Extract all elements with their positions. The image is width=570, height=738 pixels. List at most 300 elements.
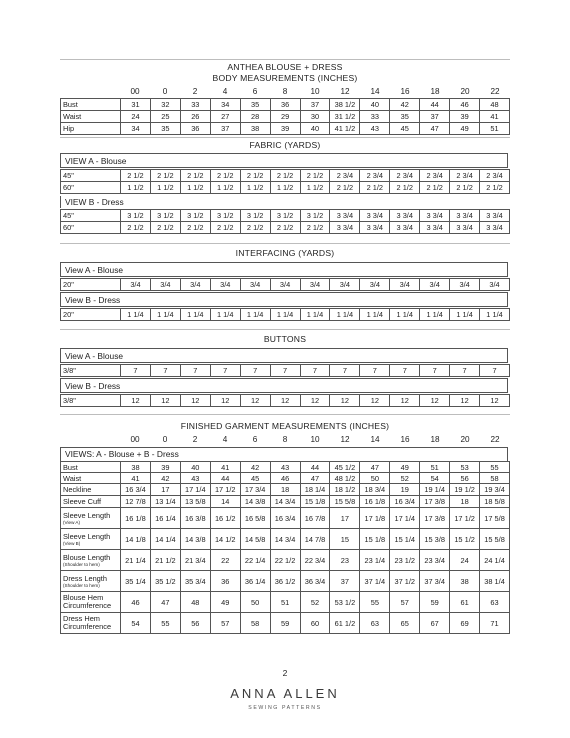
table-cell: 3 3/4 xyxy=(330,210,360,222)
table-cell: 45 1/2 xyxy=(330,462,360,473)
table-cell: 17 xyxy=(150,484,180,496)
table-cell: 33 xyxy=(180,99,210,111)
table-row xyxy=(61,99,510,111)
buttons-rule xyxy=(60,329,510,330)
table-cell: 16 1/2 xyxy=(210,508,240,529)
table-cell: 67 xyxy=(420,613,450,634)
table-cell: 37 xyxy=(330,571,360,592)
fabric-title: FABRIC (YARDS) xyxy=(249,140,321,150)
table-cell: 1 1/4 xyxy=(121,309,151,321)
table-cell: 39 xyxy=(450,111,480,123)
size-header-cell: 00 xyxy=(130,87,140,96)
interfacing-title: INTERFACING (YARDS) xyxy=(235,248,335,258)
table-cell: 3 3/4 xyxy=(360,222,390,234)
table-cell: 3/4 xyxy=(180,279,210,291)
size-header-cell: 0 xyxy=(162,87,168,96)
table-cell: 12 xyxy=(420,395,450,407)
table-cell: 3 3/4 xyxy=(360,210,390,222)
table-row xyxy=(61,182,510,194)
table-cell: 12 xyxy=(270,395,300,407)
table-cell: 15 1/8 xyxy=(360,529,390,550)
table-row xyxy=(61,279,510,291)
table-cell: 63 xyxy=(360,613,390,634)
table-cell: 1 1/2 xyxy=(180,182,210,194)
table-cell: 2 1/2 xyxy=(210,170,240,182)
table-cell: 7 xyxy=(240,365,270,377)
table-cell: 34 xyxy=(210,99,240,111)
brand-tagline: SEWING PATTERNS xyxy=(248,705,322,711)
table-cell: 3 3/4 xyxy=(450,210,480,222)
row-label xyxy=(61,529,121,550)
size-header-cell: 10 xyxy=(310,435,320,444)
table-cell: 2 1/2 xyxy=(270,170,300,182)
table-cell: 60 xyxy=(300,613,330,634)
table-row xyxy=(61,222,510,234)
table-cell: 17 xyxy=(330,508,360,529)
table-row xyxy=(61,111,510,123)
table-cell: 16 1/8 xyxy=(121,508,151,529)
finished-measurements-table xyxy=(60,461,510,634)
buttons-view-a-label: View A - Blouse xyxy=(60,348,508,363)
table-cell: 16 1/4 xyxy=(150,508,180,529)
table-cell: 37 xyxy=(300,99,330,111)
table-cell: 3/4 xyxy=(330,279,360,291)
pattern-title: ANTHEA BLOUSE + DRESS xyxy=(227,62,343,72)
size-header-cell: 0 xyxy=(162,435,168,444)
table-cell: 3/4 xyxy=(210,279,240,291)
table-row xyxy=(61,592,510,613)
table-cell: 17 1/8 xyxy=(360,508,390,529)
table-cell: 7 xyxy=(300,365,330,377)
table-cell: 14 5/8 xyxy=(240,529,270,550)
row-label-sub: (View B) xyxy=(63,540,81,546)
table-row xyxy=(61,508,510,529)
table-cell: 57 xyxy=(210,613,240,634)
table-cell: 61 xyxy=(450,592,480,613)
table-cell: 21 1/2 xyxy=(150,550,180,571)
table-cell: 2 3/4 xyxy=(360,170,390,182)
table-cell: 41 xyxy=(480,111,510,123)
table-cell: 1 1/4 xyxy=(330,309,360,321)
table-cell: 24 xyxy=(450,550,480,571)
row-label: 3/8" xyxy=(61,365,121,377)
row-label-main: Blouse Length xyxy=(63,552,111,562)
table-cell: 12 xyxy=(330,395,360,407)
table-cell: 22 3/4 xyxy=(300,550,330,571)
table-cell: 12 xyxy=(180,395,210,407)
table-cell: 39 xyxy=(150,462,180,473)
table-cell: 2 1/2 xyxy=(121,222,151,234)
interfacing-view-b-label: View B - Dress xyxy=(60,292,508,307)
table-cell: 3 3/4 xyxy=(480,222,510,234)
table-cell: 37 3/4 xyxy=(420,571,450,592)
table-row xyxy=(61,462,510,473)
table-cell: 31 1/2 xyxy=(330,111,360,123)
table-cell: 18 3/4 xyxy=(360,484,390,496)
table-cell: 1 1/4 xyxy=(390,309,420,321)
table-cell: 2 3/4 xyxy=(450,170,480,182)
table-cell: 3/4 xyxy=(150,279,180,291)
table-cell: 47 xyxy=(300,473,330,484)
table-cell: 12 xyxy=(360,395,390,407)
table-cell: 7 xyxy=(450,365,480,377)
table-cell: 2 1/2 xyxy=(150,222,180,234)
size-header-cell: 2 xyxy=(192,435,198,444)
table-cell: 42 xyxy=(240,462,270,473)
table-cell: 13 1/4 xyxy=(150,496,180,508)
table-cell: 45 xyxy=(240,473,270,484)
table-cell: 46 xyxy=(121,592,151,613)
row-label-main: Sleeve Length xyxy=(63,510,111,520)
table-cell: 18 xyxy=(450,496,480,508)
table-cell: 22 1/4 xyxy=(240,550,270,571)
table-cell: 26 xyxy=(180,111,210,123)
table-cell: 55 xyxy=(360,592,390,613)
table-cell: 41 1/2 xyxy=(330,123,360,135)
table-cell: 44 xyxy=(420,99,450,111)
table-cell: 2 1/2 xyxy=(180,170,210,182)
table-cell: 15 5/8 xyxy=(480,529,510,550)
table-cell: 14 1/4 xyxy=(150,529,180,550)
size-header-row xyxy=(60,435,510,444)
table-cell: 59 xyxy=(270,613,300,634)
table-cell: 3/4 xyxy=(360,279,390,291)
table-cell: 23 xyxy=(330,550,360,571)
table-cell: 41 xyxy=(210,462,240,473)
row-label-sub: Circumference xyxy=(63,622,112,631)
table-cell: 2 3/4 xyxy=(390,170,420,182)
row-label: 3/8" xyxy=(61,395,121,407)
table-cell: 58 xyxy=(480,473,510,484)
row-label xyxy=(61,613,121,634)
interfacing-rule xyxy=(60,243,510,244)
table-row xyxy=(61,365,510,377)
size-header-cell: 8 xyxy=(282,435,288,444)
table-cell: 2 1/2 xyxy=(420,182,450,194)
table-cell: 3 3/4 xyxy=(330,222,360,234)
table-cell: 46 xyxy=(270,473,300,484)
buttons-view-a-table xyxy=(60,364,510,377)
table-cell: 7 xyxy=(330,365,360,377)
table-cell: 59 xyxy=(420,592,450,613)
table-cell: 3 3/4 xyxy=(480,210,510,222)
table-cell: 7 xyxy=(480,365,510,377)
table-cell: 65 xyxy=(390,613,420,634)
size-header-cell: 00 xyxy=(130,435,140,444)
table-cell: 43 xyxy=(180,473,210,484)
table-cell: 29 xyxy=(270,111,300,123)
table-cell: 14 7/8 xyxy=(300,529,330,550)
fabric-rule xyxy=(60,137,510,138)
table-cell: 1 1/2 xyxy=(150,182,180,194)
table-cell: 2 1/2 xyxy=(450,182,480,194)
size-header-cell: 22 xyxy=(490,435,500,444)
table-cell: 25 xyxy=(150,111,180,123)
table-cell: 1 1/4 xyxy=(270,309,300,321)
table-cell: 22 1/2 xyxy=(270,550,300,571)
table-cell: 3 3/4 xyxy=(420,222,450,234)
table-cell: 33 xyxy=(360,111,390,123)
table-cell: 32 xyxy=(150,99,180,111)
table-cell: 14 xyxy=(210,496,240,508)
table-cell: 1 1/2 xyxy=(300,182,330,194)
table-cell: 38 1/2 xyxy=(330,99,360,111)
table-cell: 14 1/2 xyxy=(210,529,240,550)
table-cell: 17 3/4 xyxy=(240,484,270,496)
table-cell: 41 xyxy=(121,473,151,484)
table-cell: 15 5/8 xyxy=(330,496,360,508)
table-cell: 17 1/4 xyxy=(180,484,210,496)
table-row xyxy=(61,484,510,496)
table-cell: 63 xyxy=(480,592,510,613)
row-label-sub: (Shoulder to hem) xyxy=(63,561,100,567)
table-cell: 57 xyxy=(390,592,420,613)
buttons-title: BUTTONS xyxy=(263,334,307,344)
page-number: 2 xyxy=(282,668,288,678)
table-cell: 17 1/2 xyxy=(450,508,480,529)
table-cell: 2 1/2 xyxy=(300,170,330,182)
size-header-cell: 18 xyxy=(430,435,440,444)
table-cell: 3 1/2 xyxy=(180,210,210,222)
table-cell: 21 3/4 xyxy=(180,550,210,571)
interfacing-view-a-label: View A - Blouse xyxy=(60,262,508,277)
table-cell: 16 5/8 xyxy=(240,508,270,529)
table-cell: 2 1/2 xyxy=(480,182,510,194)
row-label-sub: Circumference xyxy=(63,601,112,610)
size-header-cell: 4 xyxy=(222,87,228,96)
table-cell: 17 5/8 xyxy=(480,508,510,529)
table-cell: 36 xyxy=(270,99,300,111)
row-label: Neckline xyxy=(61,484,121,496)
table-cell: 2 1/2 xyxy=(300,222,330,234)
buttons-view-b-table xyxy=(60,394,510,407)
table-cell: 2 1/2 xyxy=(240,170,270,182)
table-cell: 37 1/4 xyxy=(360,571,390,592)
table-cell: 1 1/4 xyxy=(300,309,330,321)
table-cell: 16 3/8 xyxy=(180,508,210,529)
table-cell: 47 xyxy=(420,123,450,135)
table-cell: 2 3/4 xyxy=(480,170,510,182)
table-cell: 2 1/2 xyxy=(150,170,180,182)
table-cell: 24 xyxy=(121,111,151,123)
table-cell: 56 xyxy=(450,473,480,484)
table-cell: 19 3/4 xyxy=(480,484,510,496)
table-row xyxy=(61,529,510,550)
table-cell: 38 xyxy=(121,462,151,473)
row-label: Waist xyxy=(61,473,121,484)
table-cell: 1 1/4 xyxy=(180,309,210,321)
table-cell: 12 xyxy=(480,395,510,407)
table-cell: 27 xyxy=(210,111,240,123)
buttons-view-b-label: View B - Dress xyxy=(60,378,508,393)
table-cell: 18 xyxy=(270,484,300,496)
row-label: Waist xyxy=(61,111,121,123)
size-header-cell: 2 xyxy=(192,87,198,96)
size-header-cell: 20 xyxy=(460,435,470,444)
table-cell: 35 1/2 xyxy=(150,571,180,592)
table-cell: 16 3/4 xyxy=(390,496,420,508)
table-cell: 50 xyxy=(360,473,390,484)
table-cell: 12 7/8 xyxy=(121,496,151,508)
table-cell: 1 1/4 xyxy=(420,309,450,321)
row-label-main: Dress Length xyxy=(63,573,107,583)
size-header-finished xyxy=(60,435,510,444)
size-header-cell: 4 xyxy=(222,435,228,444)
table-cell: 16 3/4 xyxy=(121,484,151,496)
table-cell: 7 xyxy=(180,365,210,377)
table-cell: 3/4 xyxy=(480,279,510,291)
table-cell: 1 1/4 xyxy=(150,309,180,321)
table-cell: 3 3/4 xyxy=(390,210,420,222)
row-label: 20" xyxy=(61,309,121,321)
table-cell: 48 1/2 xyxy=(330,473,360,484)
table-cell: 3 1/2 xyxy=(240,210,270,222)
row-label xyxy=(61,508,121,529)
fabric-view-b-label: VIEW B - Dress xyxy=(60,196,508,208)
table-cell: 37 1/2 xyxy=(390,571,420,592)
table-cell: 43 xyxy=(360,123,390,135)
table-cell: 1 1/4 xyxy=(240,309,270,321)
size-header-cell: 12 xyxy=(340,87,350,96)
table-cell: 35 3/4 xyxy=(180,571,210,592)
table-cell: 2 1/2 xyxy=(210,222,240,234)
size-header-row xyxy=(60,87,510,96)
table-cell: 35 1/4 xyxy=(121,571,151,592)
table-cell: 19 1/2 xyxy=(450,484,480,496)
table-cell: 2 3/4 xyxy=(420,170,450,182)
row-label: Sleeve Cuff xyxy=(61,496,121,508)
table-cell: 45 xyxy=(390,123,420,135)
table-cell: 3 1/2 xyxy=(150,210,180,222)
table-cell: 46 xyxy=(450,99,480,111)
finished-rule xyxy=(60,414,510,415)
brand-logo: ANNA ALLEN xyxy=(230,686,340,701)
table-cell: 31 xyxy=(121,99,151,111)
table-cell: 36 1/2 xyxy=(270,571,300,592)
row-label: 45" xyxy=(61,170,121,182)
table-cell: 14 3/4 xyxy=(270,529,300,550)
table-cell: 13 5/8 xyxy=(180,496,210,508)
table-cell: 49 xyxy=(210,592,240,613)
table-cell: 1 1/2 xyxy=(270,182,300,194)
table-cell: 2 1/2 xyxy=(121,170,151,182)
table-row xyxy=(61,571,510,592)
table-cell: 71 xyxy=(480,613,510,634)
size-header-cell: 8 xyxy=(282,87,288,96)
top-rule xyxy=(60,59,510,60)
row-label xyxy=(61,592,121,613)
row-label: 20" xyxy=(61,279,121,291)
size-header-blank xyxy=(60,87,120,96)
table-cell: 51 xyxy=(270,592,300,613)
table-cell: 1 1/4 xyxy=(210,309,240,321)
table-cell: 3 1/2 xyxy=(210,210,240,222)
table-cell: 17 1/2 xyxy=(210,484,240,496)
table-cell: 3 3/4 xyxy=(420,210,450,222)
table-cell: 7 xyxy=(150,365,180,377)
table-cell: 36 xyxy=(180,123,210,135)
table-cell: 49 xyxy=(390,462,420,473)
table-cell: 3 3/4 xyxy=(450,222,480,234)
size-header-cell: 6 xyxy=(252,87,258,96)
table-cell: 1 1/4 xyxy=(360,309,390,321)
table-cell: 39 xyxy=(270,123,300,135)
table-cell: 3/4 xyxy=(450,279,480,291)
table-cell: 2 1/2 xyxy=(270,222,300,234)
size-header-body xyxy=(60,87,510,96)
table-cell: 53 xyxy=(450,462,480,473)
table-cell: 15 xyxy=(330,529,360,550)
row-label-main: Sleeve Length xyxy=(63,531,111,541)
table-cell: 24 1/4 xyxy=(480,550,510,571)
table-cell: 12 xyxy=(390,395,420,407)
table-cell: 52 xyxy=(390,473,420,484)
table-cell: 2 1/2 xyxy=(180,222,210,234)
table-cell: 55 xyxy=(480,462,510,473)
table-cell: 42 xyxy=(390,99,420,111)
table-cell: 1 1/2 xyxy=(121,182,151,194)
table-cell: 48 xyxy=(480,99,510,111)
size-header-cell: 10 xyxy=(310,87,320,96)
table-cell: 7 xyxy=(270,365,300,377)
table-row xyxy=(61,613,510,634)
table-cell: 37 xyxy=(420,111,450,123)
table-cell: 36 1/4 xyxy=(240,571,270,592)
table-cell: 3/4 xyxy=(270,279,300,291)
table-cell: 14 3/8 xyxy=(240,496,270,508)
table-cell: 3/4 xyxy=(300,279,330,291)
table-cell: 15 1/2 xyxy=(450,529,480,550)
table-row xyxy=(61,309,510,321)
table-cell: 48 xyxy=(180,592,210,613)
size-header-cell: 14 xyxy=(370,87,380,96)
size-header-blank xyxy=(60,435,120,444)
table-cell: 30 xyxy=(300,111,330,123)
table-cell: 58 xyxy=(240,613,270,634)
size-header-cell: 16 xyxy=(400,435,410,444)
row-label: Bust xyxy=(61,462,121,473)
table-cell: 42 xyxy=(150,473,180,484)
table-cell: 40 xyxy=(180,462,210,473)
table-cell: 17 1/4 xyxy=(390,508,420,529)
table-cell: 15 3/8 xyxy=(420,529,450,550)
table-cell: 7 xyxy=(360,365,390,377)
table-cell: 61 1/2 xyxy=(330,613,360,634)
table-cell: 38 xyxy=(450,571,480,592)
table-row xyxy=(61,395,510,407)
row-label-sub: (Shoulder to hem) xyxy=(63,582,100,588)
fabric-view-a-table xyxy=(60,169,510,194)
table-cell: 17 3/8 xyxy=(420,508,450,529)
table-cell: 3 3/4 xyxy=(390,222,420,234)
table-cell: 35 xyxy=(240,99,270,111)
row-label-sub: (View A) xyxy=(63,519,81,525)
table-cell: 37 xyxy=(210,123,240,135)
table-cell: 3 1/2 xyxy=(121,210,151,222)
table-cell: 54 xyxy=(420,473,450,484)
table-cell: 34 xyxy=(121,123,151,135)
size-header-cell: 20 xyxy=(460,87,470,96)
table-cell: 36 xyxy=(210,571,240,592)
table-cell: 14 3/4 xyxy=(270,496,300,508)
table-cell: 19 1/4 xyxy=(420,484,450,496)
table-cell: 1 1/4 xyxy=(450,309,480,321)
row-label: Hip xyxy=(61,123,121,135)
fabric-view-a-label: VIEW A - Blouse xyxy=(60,153,508,168)
table-cell: 1 1/2 xyxy=(240,182,270,194)
table-cell: 15 1/8 xyxy=(300,496,330,508)
table-cell: 56 xyxy=(180,613,210,634)
